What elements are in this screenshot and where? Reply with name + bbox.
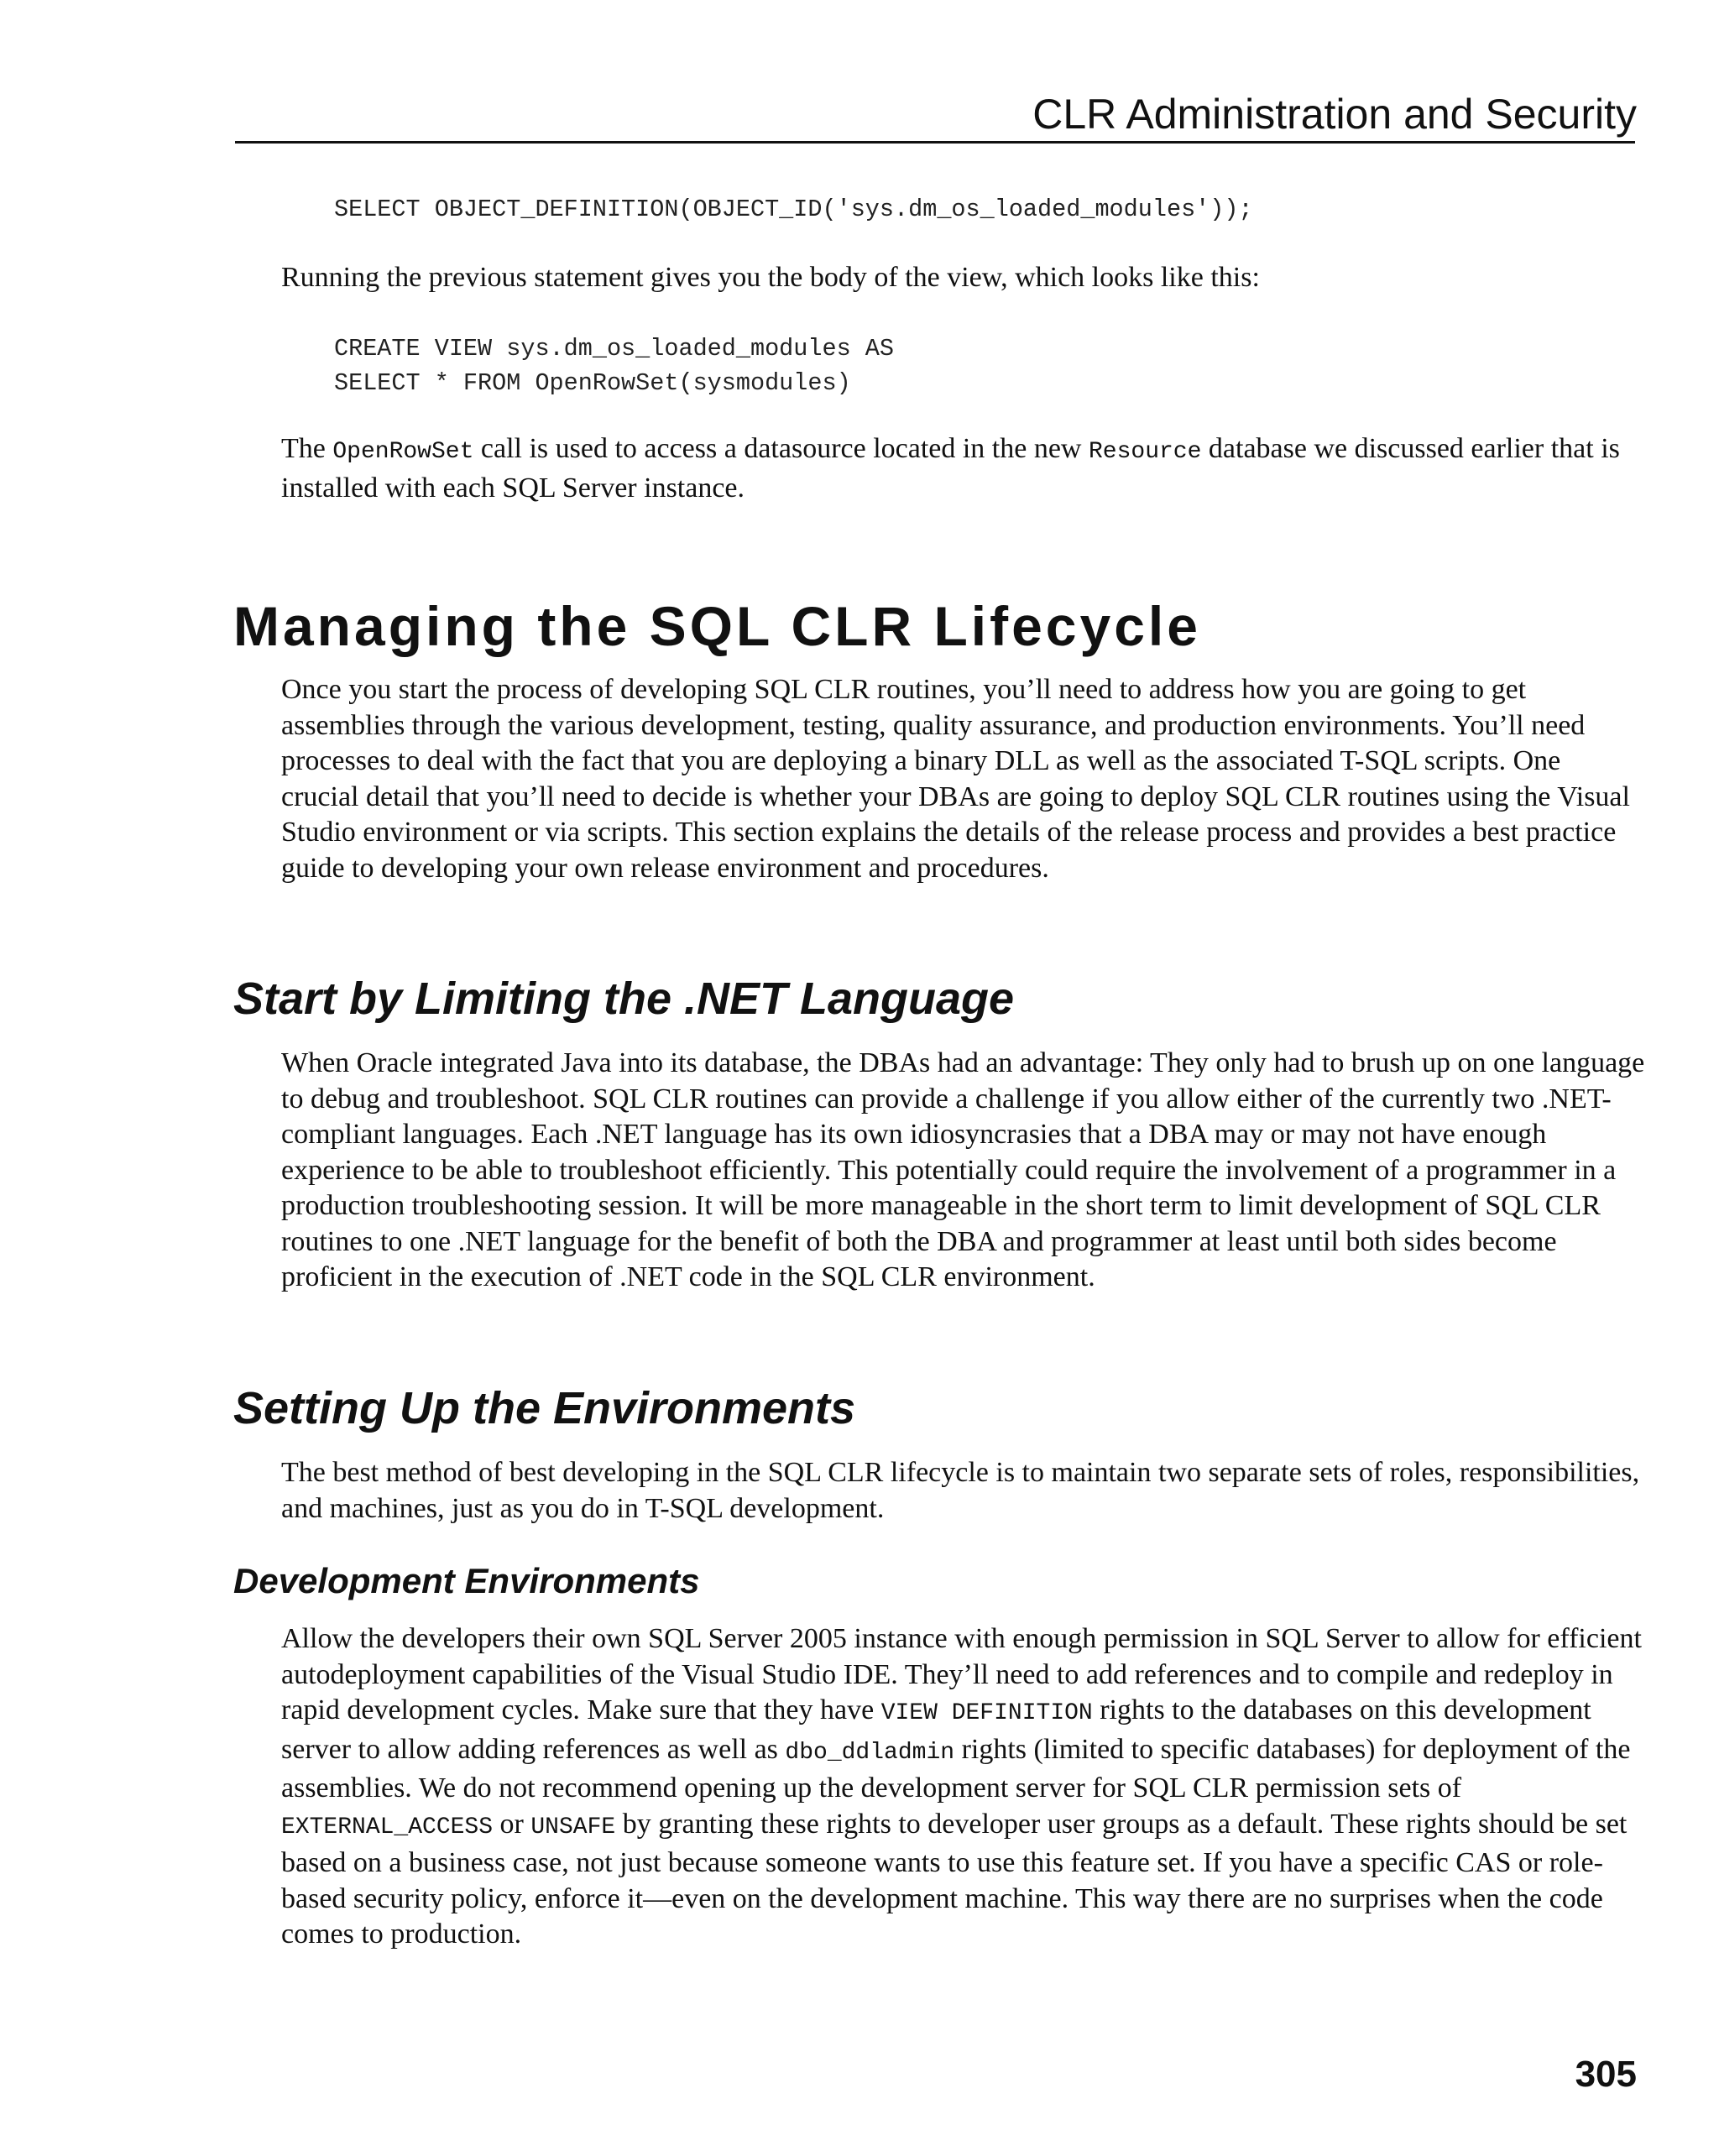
inline-code-view-definition: VIEW DEFINITION	[880, 1700, 1093, 1726]
text-run: call is used to access a datasource located in the new	[473, 433, 1089, 464]
paragraph-limiting-language: When Oracle integrated Java into its database, the DBAs had an advantage: They only had to brush up on one language to debug and troubleshoot. SQL CLR routines can provide a challenge if you allow either of the currently two .NET-compliant languages. Each .NET language has its own idiosyncrasies that a DBA may or may not have enough experience to be able to troubleshoot efficiently. This potentially could require the involvement of a programmer in a production troubleshooting session. It will be more manageable in the short term to limit development of SQL CLR routines to one .NET language for the benefit of both the DBA and programmer at least until both sides become proficient in the execution of .NET code in the SQL CLR environment.	[281, 1047, 1645, 1292]
text-run: Allow the developers their own SQL Server 2005 instance with enough permission in SQL Server to allow for efficient autodeployment capabilities of the Visual Studio IDE. They’ll need to add references and to compile and redeploy in rapid development cycles. Make sure that they have	[281, 1623, 1642, 1725]
page-number: 305	[1575, 2054, 1637, 2095]
text-run: database we discussed earlier that is installed with each SQL Server instance.	[281, 433, 1620, 504]
paragraph-view-body-intro: Running the previous statement gives you the body of the view, which looks like this:	[281, 262, 1260, 293]
inline-code-openrowset: OpenRowSet	[332, 439, 474, 465]
paragraph-openrowset	[281, 431, 1645, 506]
heading-limiting-language: Start by Limiting the .NET Language	[233, 974, 1015, 1024]
paragraph-environments: The best method of best developing in the SQL CLR lifecycle is to maintain two separate sets of roles, responsibilities, and machines, just as you do in T-SQL development.	[281, 1457, 1640, 1524]
inline-code-resource: Resource	[1088, 439, 1202, 465]
code-block-object-definition	[334, 192, 1253, 227]
running-head: CLR Administration and Security	[1032, 91, 1637, 138]
text-run: or	[493, 1808, 531, 1840]
paragraph-development-environments	[281, 1621, 1645, 1953]
heading-setting-up-environments: Setting Up the Environments	[233, 1383, 856, 1433]
inline-code-unsafe: UNSAFE	[530, 1814, 616, 1840]
text-run: The	[281, 433, 333, 464]
header-rule	[235, 141, 1635, 144]
text-run: by granting these rights to developer user groups as a default. These rights should be set based on a business case, not just because someone wants to use this feature set. If you have a specific CAS or role-based security policy, enforce it—even on the development machine. This way there are no surprises when the code comes to production.	[281, 1808, 1628, 1950]
text-run: rights to the databases on this development server to allow adding references as well as	[281, 1694, 1591, 1765]
paragraph-lifecycle: Once you start the process of developing SQL CLR routines, you’ll need to address how you are going to get assemblies through the various development, testing, quality assurance, and production environments. You’ll need processes to deal with the fact that you are deploying a binary DLL as well as the associated T-SQL scripts. One crucial detail that you’ll need to decide is whether your DBAs are going to deploy SQL CLR routines using the Visual Studio environment or via scripts. This section explains the details of the release process and provides a best practice guide to developing your own release environment and procedures.	[281, 674, 1630, 884]
text-run: rights (limited to specific databases) for deployment of the assemblies. We do not recommend opening up the development server for SQL CLR permission sets of	[281, 1733, 1631, 1804]
heading-development-environments: Development Environments	[233, 1561, 700, 1600]
code-line: CREATE VIEW sys.dm_os_loaded_modules AS	[334, 335, 895, 363]
code-block-create-view	[334, 331, 894, 400]
heading-managing-lifecycle: Managing the SQL CLR Lifecycle	[233, 595, 1201, 657]
code-line: SELECT OBJECT_DEFINITION(OBJECT_ID('sys.dm_os_loaded_modules'));	[334, 196, 1253, 223]
inline-code-dbo-ddladmin: dbo_ddladmin	[785, 1739, 955, 1766]
inline-code-external-access: EXTERNAL_ACCESS	[281, 1814, 494, 1840]
code-line: SELECT * FROM OpenRowSet(sysmodules)	[334, 369, 851, 397]
